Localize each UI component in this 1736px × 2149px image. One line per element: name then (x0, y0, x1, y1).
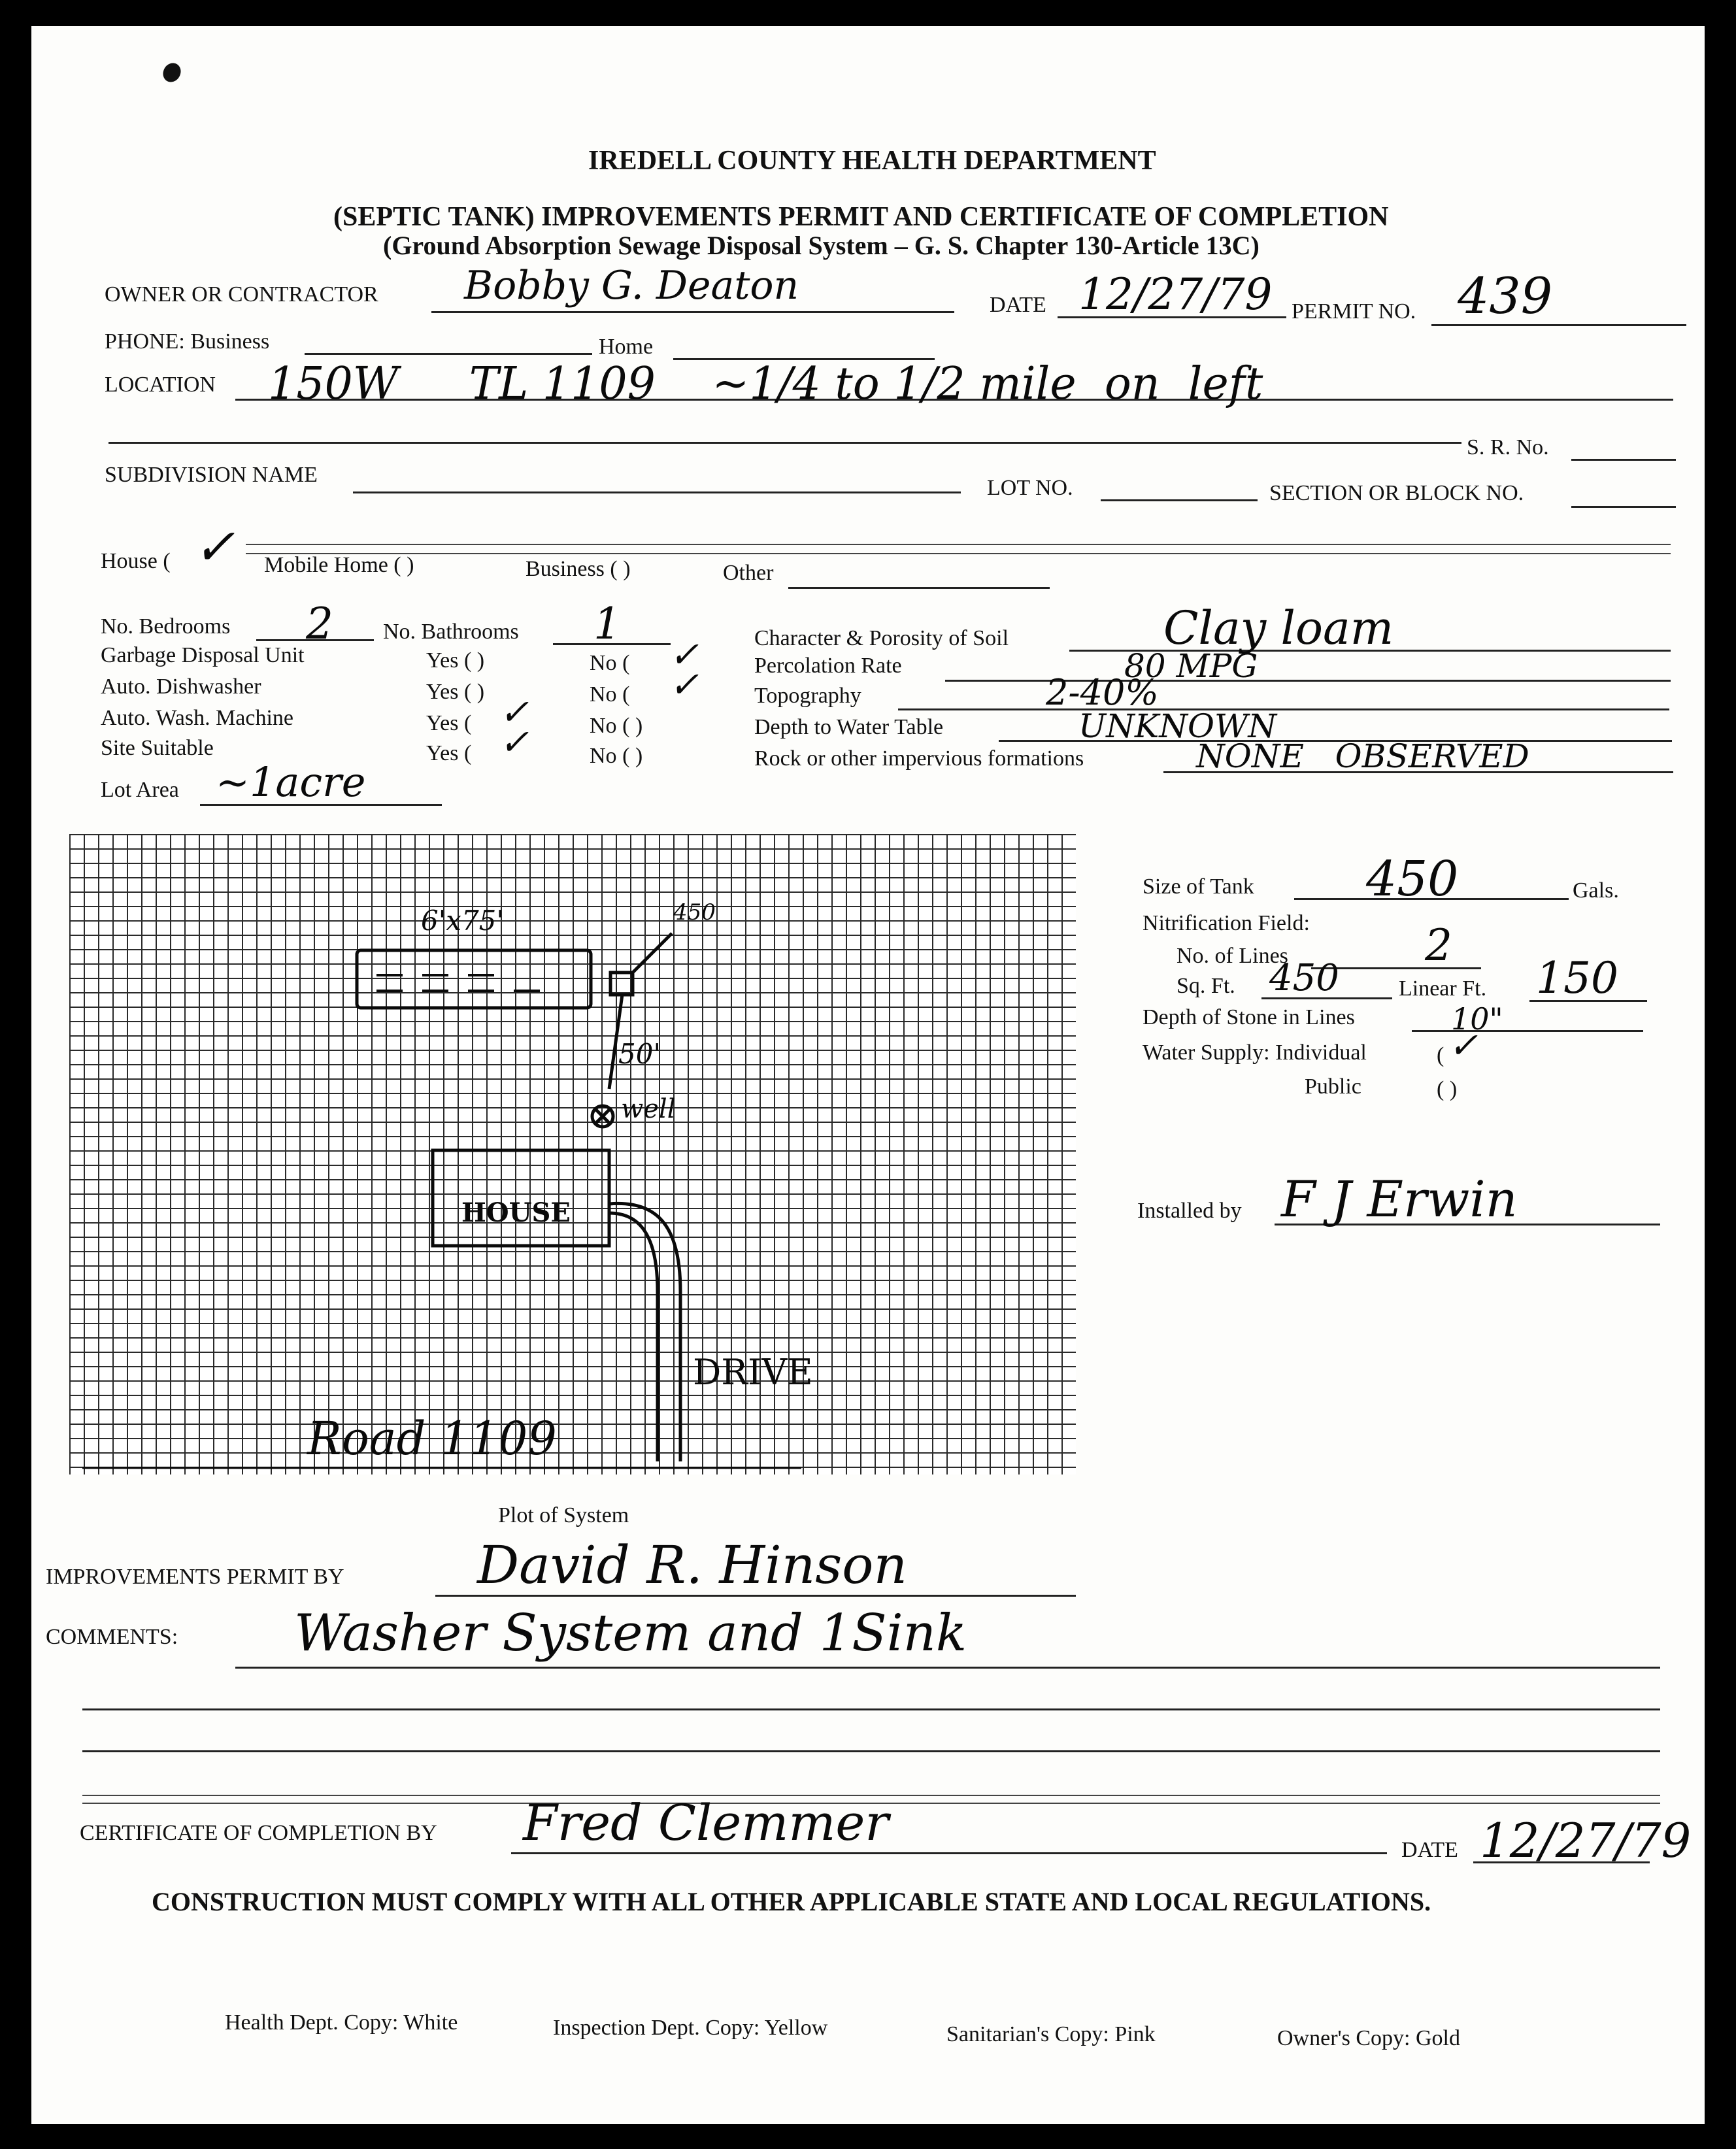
lines-label: No. of Lines (1177, 944, 1288, 968)
owner-label: OWNER OR CONTRACTOR (105, 282, 378, 307)
lot-area-label: Lot Area (101, 778, 179, 802)
public-paren: ( ) (1437, 1077, 1458, 1101)
gals-label: Gals. (1573, 878, 1619, 903)
tank-size-value: 450 (1366, 851, 1459, 907)
stone-depth-label: Depth of Stone in Lines (1143, 1005, 1355, 1029)
sketch-road-label: Road 1109 (307, 1412, 557, 1465)
owner-value: Bobby G. Deaton (464, 263, 799, 308)
plot-caption: Plot of System (498, 1503, 629, 1527)
bathrooms-value: 1 (593, 599, 621, 649)
comments-label: COMMENTS: (46, 1625, 178, 1649)
sqft-value: 450 (1269, 957, 1339, 999)
linear-value: 150 (1536, 953, 1618, 1003)
divider-2 (246, 553, 1671, 554)
cert-by-label: CERTIFICATE OF COMPLETION BY (80, 1821, 437, 1845)
permit-by-label: IMPROVEMENTS PERMIT BY (46, 1565, 344, 1589)
comments-line-1 (235, 1667, 1660, 1669)
water-table-value: UNKNOWN (1078, 707, 1277, 745)
other-line (788, 587, 1050, 589)
garbage-label: Garbage Disposal Unit (101, 643, 305, 667)
water-supply-label: Water Supply: Individual (1143, 1041, 1367, 1065)
comments-line-2 (82, 1708, 1660, 1710)
cert-date-value: 12/27/79 (1480, 1813, 1692, 1868)
form-title: (SEPTIC TANK) IMPROVEMENTS PERMIT AND CERTIFICATE OF COMPLETION (333, 202, 1389, 232)
copy-owner: Owner's Copy: Gold (1277, 2026, 1461, 2050)
site-suitable-label: Site Suitable (101, 736, 214, 760)
garbage-no: No ( (590, 651, 630, 675)
copy-sanitarian: Sanitarian's Copy: Pink (946, 2022, 1156, 2046)
subdivision-label: SUBDIVISION NAME (105, 463, 318, 487)
topo-label: Topography (754, 684, 861, 708)
permit-by-value: David R. Hinson (477, 1535, 907, 1595)
stone-depth-line (1412, 1030, 1643, 1032)
bathrooms-label: No. Bathrooms (383, 620, 519, 644)
water-individual-paren: ( (1437, 1043, 1444, 1067)
sr-no-line (1571, 459, 1676, 461)
divider-1 (246, 544, 1671, 545)
bedrooms-value: 2 (306, 599, 333, 649)
nitrification-label: Nitrification Field: (1143, 911, 1310, 935)
copy-health: Health Dept. Copy: White (225, 2010, 458, 2035)
plot-sketch (69, 834, 1076, 1474)
topo-value: 2-40% (1046, 672, 1159, 713)
bedrooms-label: No. Bedrooms (101, 614, 231, 639)
form-subtitle: (Ground Absorption Sewage Disposal System – G. S. Chapter 130-Article 13C) (383, 231, 1260, 260)
sketch-drive-label: DRIVE (693, 1352, 813, 1393)
sketch-well-label: well (621, 1094, 676, 1124)
cert-date-label: DATE (1401, 1838, 1458, 1862)
water-table-label: Depth to Water Table (754, 715, 944, 739)
soil-label: Character & Porosity of Soil (754, 626, 1009, 650)
comments-value: Washer System and 1Sink (294, 1604, 967, 1663)
cert-by-value: Fred Clemmer (523, 1793, 889, 1852)
topo-line (898, 708, 1669, 710)
dishwasher-label: Auto. Dishwasher (101, 675, 261, 699)
garbage-no-check: ✓ (669, 634, 699, 675)
lot-no-line (1101, 499, 1258, 501)
stone-depth-value: 10" (1451, 1001, 1503, 1037)
garbage-yes: Yes ( ) (426, 648, 485, 673)
business-label: Business ( ) (526, 557, 631, 581)
perc-value: 80 MPG (1124, 647, 1258, 685)
sqft-label: Sq. Ft. (1177, 974, 1235, 998)
permit-no-value: 439 (1458, 267, 1553, 325)
house-label: House ( (101, 549, 171, 573)
site-yes-check: ✓ (499, 722, 529, 763)
linear-label: Linear Ft. (1399, 976, 1487, 1001)
site-yes: Yes ( (426, 741, 472, 765)
dishwasher-no-check: ✓ (669, 664, 699, 705)
rock-value: NONE OBSERVED (1196, 737, 1529, 775)
wash-no: No ( ) (590, 714, 643, 738)
rock-label: Rock or other impervious formations (754, 746, 1084, 771)
other-label: Other (723, 561, 774, 585)
wash-yes: Yes ( (426, 711, 472, 735)
lines-value: 2 (1425, 920, 1452, 971)
perc-label: Percolation Rate (754, 654, 902, 678)
cert-by-line (511, 1852, 1387, 1854)
sketch-house-label: HOUSE (461, 1197, 571, 1228)
owner-line (431, 311, 954, 313)
date-value: 12/27/79 (1078, 269, 1273, 320)
compliance-notice: CONSTRUCTION MUST COMPLY WITH ALL OTHER APPLICABLE STATE AND LOCAL REGULATIONS. (152, 1887, 1431, 1916)
water-individual-check: ✓ (1448, 1025, 1478, 1066)
dishwasher-yes: Yes ( ) (426, 680, 485, 704)
soil-value: Clay loam (1163, 601, 1394, 655)
phone-business-line (305, 353, 592, 355)
copy-inspection: Inspection Dept. Copy: Yellow (553, 2016, 828, 2040)
location-line-2 (108, 442, 1461, 444)
permit-no-label: PERMIT NO. (1292, 299, 1416, 324)
section-block-label: SECTION OR BLOCK NO. (1269, 481, 1524, 505)
date-label: DATE (990, 293, 1046, 317)
site-no: No ( ) (590, 744, 643, 768)
home-label: Home (599, 335, 654, 359)
location-label: LOCATION (105, 373, 216, 397)
section-block-line (1571, 506, 1676, 508)
sr-no-label: S. R. No. (1467, 435, 1549, 459)
sketch-distance-label: 50' (618, 1038, 661, 1070)
sketch-tank-label: 450 (673, 899, 716, 925)
wash-machine-label: Auto. Wash. Machine (101, 706, 294, 730)
subdivision-line (353, 491, 961, 493)
dishwasher-no: No ( (590, 682, 630, 707)
org-heading: IREDELL COUNTY HEALTH DEPARTMENT (588, 146, 1156, 176)
mobile-home-label: Mobile Home ( ) (264, 553, 414, 577)
tank-size-label: Size of Tank (1143, 875, 1254, 899)
lot-no-label: LOT NO. (987, 476, 1073, 500)
phone-label: PHONE: Business (105, 329, 270, 354)
comments-line-3 (82, 1750, 1660, 1752)
location-value: 150W TL 1109 ~1/4 to 1/2 mile on left (268, 358, 1263, 410)
sketch-field-label: 6'x75' (421, 905, 504, 937)
wash-yes-check: ✓ (499, 691, 529, 733)
installed-by-value: F J Erwin (1281, 1170, 1518, 1228)
installed-by-label: Installed by (1137, 1199, 1242, 1223)
house-check: ✓ (193, 518, 235, 576)
lot-area-value: ~1acre (216, 758, 366, 806)
public-label: Public (1305, 1074, 1361, 1099)
